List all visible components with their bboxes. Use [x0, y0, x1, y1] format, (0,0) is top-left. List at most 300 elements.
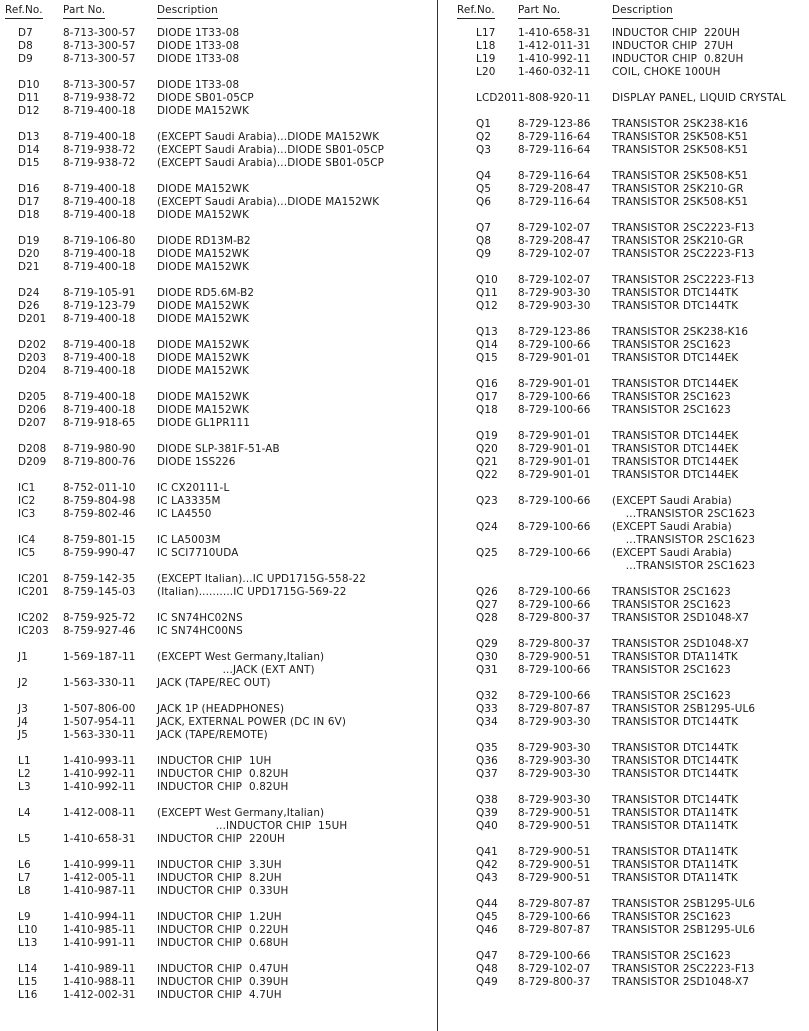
part-row	[440, 495, 809, 521]
ref-no: J5	[18, 729, 28, 741]
part-no: 8-759-142-35	[63, 573, 136, 585]
part-no: 8-719-918-65	[63, 417, 136, 429]
description: TRANSISTOR DTA114TK	[612, 846, 738, 858]
part-no: 8-729-901-01	[518, 443, 591, 455]
part-row	[440, 963, 809, 976]
part-no: 8-759-925-72	[63, 612, 136, 624]
part-row	[0, 404, 436, 417]
description: JACK (TAPE/REC OUT)	[157, 677, 271, 689]
column-headers	[0, 4, 436, 20]
part-no: 8-729-100-66	[518, 521, 591, 533]
part-row	[0, 963, 436, 976]
part-no: 1-563-330-11	[63, 677, 136, 689]
part-no: 1-460-032-11	[518, 66, 591, 78]
ref-no: Q40	[476, 820, 498, 832]
part-row	[0, 157, 436, 170]
ref-no: Q22	[476, 469, 498, 481]
ref-no: D18	[18, 209, 40, 221]
description: DIODE SLP-381F-51-AB	[157, 443, 280, 455]
part-group	[440, 27, 809, 79]
part-no: 1-410-992-11	[63, 768, 136, 780]
description: (EXCEPT Italian)...IC UPD1715G-558-22	[157, 573, 367, 585]
ref-no: L18	[476, 40, 496, 52]
part-no: 8-729-901-01	[518, 430, 591, 442]
description: (EXCEPT Saudi Arabia)	[612, 495, 732, 507]
part-no: 8-719-400-18	[63, 209, 136, 221]
ref-no: L14	[18, 963, 38, 975]
description: (Italian)..........IC UPD1715G-569-22	[157, 586, 347, 598]
description: TRANSISTOR 2SC2223-F13	[612, 222, 755, 234]
part-no: 1-507-954-11	[63, 716, 136, 728]
ref-no: IC3	[18, 508, 36, 520]
ref-no: Q8	[476, 235, 492, 247]
description: (EXCEPT Saudi Arabia)...DIODE SB01-05CP	[157, 157, 385, 169]
ref-no: J1	[18, 651, 28, 663]
part-no: 8-729-100-66	[518, 911, 591, 923]
part-row	[440, 469, 809, 482]
ref-no: D19	[18, 235, 40, 247]
part-group	[0, 27, 436, 66]
part-group	[0, 183, 436, 222]
part-no: 8-729-102-07	[518, 222, 591, 234]
ref-no: Q26	[476, 586, 498, 598]
part-no: 1-410-999-11	[63, 859, 136, 871]
ref-no: Q43	[476, 872, 498, 884]
description: IC CX20111-L	[157, 482, 230, 494]
part-row	[0, 833, 436, 846]
ref-no: LCD201	[476, 92, 518, 104]
part-no: 8-759-801-15	[63, 534, 136, 546]
ref-no: Q20	[476, 443, 498, 455]
part-row	[440, 92, 809, 105]
part-row	[0, 677, 436, 690]
header-ref-no: Ref.No.	[457, 4, 495, 19]
description-continuation: ...TRANSISTOR 2SC1623	[612, 534, 756, 546]
description: TRANSISTOR 2SK210-GR	[612, 235, 744, 247]
part-row	[440, 235, 809, 248]
ref-no: Q36	[476, 755, 498, 767]
part-row	[440, 131, 809, 144]
part-no: 1-412-011-31	[518, 40, 591, 52]
ref-no: L15	[18, 976, 38, 988]
ref-no: L5	[18, 833, 31, 845]
part-group	[0, 391, 436, 430]
part-no: 8-719-123-79	[63, 300, 136, 312]
description: TRANSISTOR DTC144TK	[612, 742, 739, 754]
part-no: 8-719-106-80	[63, 235, 136, 247]
part-group	[0, 534, 436, 560]
description: TRANSISTOR 2SC1623	[612, 690, 731, 702]
ref-no: Q18	[476, 404, 498, 416]
description: INDUCTOR CHIP 0.82UH	[612, 53, 744, 65]
part-row	[0, 625, 436, 638]
ref-no: Q21	[476, 456, 498, 468]
header-part-no: Part No.	[63, 4, 105, 19]
part-row	[440, 950, 809, 963]
ref-no: J2	[18, 677, 28, 689]
part-row	[0, 495, 436, 508]
part-group	[0, 963, 436, 1002]
ref-no: D15	[18, 157, 40, 169]
description-continuation: ...TRANSISTOR 2SC1623	[612, 508, 756, 520]
part-row	[0, 586, 436, 599]
ref-no: D203	[18, 352, 47, 364]
part-group	[0, 339, 436, 378]
ref-no: Q16	[476, 378, 498, 390]
ref-no: Q29	[476, 638, 498, 650]
description: TRANSISTOR 2SD1048-X7	[612, 612, 750, 624]
part-no: 1-410-994-11	[63, 911, 136, 923]
description: DIODE RD5.6M-B2	[157, 287, 255, 299]
description: (EXCEPT Saudi Arabia)...DIODE MA152WK	[157, 131, 380, 143]
part-no: 8-729-116-64	[518, 131, 591, 143]
part-no: 1-410-985-11	[63, 924, 136, 936]
description: DIODE MA152WK	[157, 248, 250, 260]
description: TRANSISTOR DTA114TK	[612, 807, 738, 819]
part-row	[440, 40, 809, 53]
part-row	[440, 27, 809, 40]
part-no: 8-719-400-18	[63, 391, 136, 403]
description: TRANSISTOR DTC144EK	[612, 378, 739, 390]
description: TRANSISTOR 2SC1623	[612, 404, 731, 416]
ref-no: L10	[18, 924, 38, 936]
description: TRANSISTOR DTC144TK	[612, 755, 739, 767]
ref-no: Q47	[476, 950, 498, 962]
description: TRANSISTOR DTC144TK	[612, 287, 739, 299]
description: TRANSISTOR 2SD1048-X7	[612, 638, 750, 650]
part-row	[0, 53, 436, 66]
part-no: 1-410-658-31	[518, 27, 591, 39]
part-row	[0, 209, 436, 222]
part-row	[0, 534, 436, 547]
description: DIODE 1SS226	[157, 456, 236, 468]
column-headers	[440, 4, 809, 20]
part-no: 8-752-011-10	[63, 482, 136, 494]
part-row	[0, 92, 436, 105]
description: DIODE MA152WK	[157, 365, 250, 377]
part-no: 8-729-903-30	[518, 287, 591, 299]
ref-no: D11	[18, 92, 40, 104]
parts-rows	[0, 27, 436, 1015]
ref-no: L20	[476, 66, 496, 78]
description: DISPLAY PANEL, LIQUID CRYSTAL	[612, 92, 786, 104]
part-row	[440, 898, 809, 911]
part-no: 8-729-100-66	[518, 690, 591, 702]
description: (EXCEPT Saudi Arabia)	[612, 547, 732, 559]
part-no: 8-719-400-18	[63, 365, 136, 377]
part-row	[440, 274, 809, 287]
part-no: 8-719-400-18	[63, 352, 136, 364]
description: JACK, EXTERNAL POWER (DC IN 6V)	[157, 716, 347, 728]
part-row	[0, 105, 436, 118]
part-no: 8-719-980-90	[63, 443, 136, 455]
part-row	[440, 664, 809, 677]
description: DIODE 1T33-08	[157, 79, 240, 91]
description: TRANSISTOR DTC144EK	[612, 430, 739, 442]
ref-no: D9	[18, 53, 33, 65]
description: IC SCI7710UDA	[157, 547, 239, 559]
part-no: 8-719-938-72	[63, 144, 136, 156]
description: (EXCEPT West Germany,Italian)	[157, 807, 325, 819]
description: TRANSISTOR 2SC2223-F13	[612, 248, 755, 260]
ref-no: D21	[18, 261, 40, 273]
part-row	[440, 924, 809, 937]
ref-no: L1	[18, 755, 31, 767]
part-no: 1-410-992-11	[518, 53, 591, 65]
description: TRANSISTOR 2SD1048-X7	[612, 976, 750, 988]
ref-no: L8	[18, 885, 31, 897]
part-row	[0, 976, 436, 989]
part-no: 1-410-989-11	[63, 963, 136, 975]
description: INDUCTOR CHIP 0.82UH	[157, 781, 289, 793]
ref-no: Q49	[476, 976, 498, 988]
description: TRANSISTOR 2SB1295-UL6	[612, 898, 756, 910]
ref-no: Q27	[476, 599, 498, 611]
ref-no: IC201	[18, 586, 49, 598]
description: DIODE MA152WK	[157, 300, 250, 312]
part-row	[0, 651, 436, 677]
part-no: 1-569-187-11	[63, 651, 136, 663]
part-row	[440, 183, 809, 196]
description: TRANSISTOR DTA114TK	[612, 820, 738, 832]
part-no: 1-410-987-11	[63, 885, 136, 897]
part-row	[440, 456, 809, 469]
ref-no: D12	[18, 105, 40, 117]
description: IC SN74HC00NS	[157, 625, 243, 637]
ref-no: D205	[18, 391, 47, 403]
description: TRANSISTOR DTC144TK	[612, 768, 739, 780]
part-row	[440, 378, 809, 391]
description: TRANSISTOR DTC144EK	[612, 469, 739, 481]
part-row	[440, 703, 809, 716]
ref-no: Q10	[476, 274, 498, 286]
part-no: 1-410-988-11	[63, 976, 136, 988]
part-row	[0, 391, 436, 404]
part-row	[0, 417, 436, 430]
part-row	[0, 872, 436, 885]
description: JACK 1P (HEADPHONES)	[157, 703, 285, 715]
ref-no: Q44	[476, 898, 498, 910]
description: DIODE MA152WK	[157, 313, 250, 325]
ref-no: D10	[18, 79, 40, 91]
part-group	[440, 495, 809, 573]
part-row	[440, 599, 809, 612]
part-no: 8-713-300-57	[63, 27, 136, 39]
part-row	[440, 248, 809, 261]
description: DIODE MA152WK	[157, 261, 250, 273]
part-no: 8-729-807-87	[518, 924, 591, 936]
part-row	[0, 131, 436, 144]
part-row	[440, 326, 809, 339]
part-row	[440, 651, 809, 664]
ref-no: D202	[18, 339, 47, 351]
part-row	[440, 846, 809, 859]
parts-rows	[440, 27, 809, 1002]
ref-no: L2	[18, 768, 31, 780]
part-row	[0, 261, 436, 274]
part-group	[440, 170, 809, 209]
part-row	[0, 287, 436, 300]
part-no: 8-729-123-86	[518, 326, 591, 338]
part-row	[440, 794, 809, 807]
part-row	[440, 443, 809, 456]
description: TRANSISTOR 2SC1623	[612, 599, 731, 611]
part-row	[440, 586, 809, 599]
part-no: 1-412-005-11	[63, 872, 136, 884]
description: DIODE MA152WK	[157, 339, 250, 351]
ref-no: Q4	[476, 170, 492, 182]
ref-no: D14	[18, 144, 40, 156]
part-row	[0, 807, 436, 833]
part-group	[0, 612, 436, 638]
description: (EXCEPT West Germany,Italian)	[157, 651, 325, 663]
part-row	[440, 742, 809, 755]
description: TRANSISTOR 2SC1623	[612, 911, 731, 923]
part-no: 8-729-901-01	[518, 378, 591, 390]
description: DIODE MA152WK	[157, 404, 250, 416]
part-group	[0, 482, 436, 521]
part-no: 8-729-800-37	[518, 638, 591, 650]
part-row	[0, 183, 436, 196]
part-row	[440, 196, 809, 209]
part-no: 8-729-900-51	[518, 846, 591, 858]
part-no: 8-759-145-03	[63, 586, 136, 598]
ref-no: Q45	[476, 911, 498, 923]
part-group	[0, 755, 436, 794]
part-row	[0, 482, 436, 495]
ref-no: D206	[18, 404, 47, 416]
description: TRANSISTOR 2SB1295-UL6	[612, 924, 756, 936]
part-row	[440, 820, 809, 833]
ref-no: Q48	[476, 963, 498, 975]
part-group	[0, 807, 436, 846]
description: DIODE RD13M-B2	[157, 235, 251, 247]
description: DIODE 1T33-08	[157, 27, 240, 39]
ref-no: D16	[18, 183, 40, 195]
part-row	[440, 391, 809, 404]
part-no: 1-410-658-31	[63, 833, 136, 845]
description: INDUCTOR CHIP 8.2UH	[157, 872, 282, 884]
description: DIODE MA152WK	[157, 391, 250, 403]
description: TRANSISTOR 2SK238-K16	[612, 326, 749, 338]
part-no: 1-410-993-11	[63, 755, 136, 767]
ref-no: Q25	[476, 547, 498, 559]
part-row	[440, 430, 809, 443]
ref-no: Q13	[476, 326, 498, 338]
description: IC LA4550	[157, 508, 212, 520]
ref-no: Q42	[476, 859, 498, 871]
part-no: 8-729-100-66	[518, 599, 591, 611]
part-no: 8-729-903-30	[518, 300, 591, 312]
part-no: 8-729-208-47	[518, 235, 591, 247]
part-no: 8-729-807-87	[518, 898, 591, 910]
part-group	[440, 274, 809, 313]
description: (EXCEPT Saudi Arabia)...DIODE SB01-05CP	[157, 144, 385, 156]
description: DIODE 1T33-08	[157, 40, 240, 52]
part-row	[0, 911, 436, 924]
part-row	[440, 170, 809, 183]
part-no: 8-719-400-18	[63, 339, 136, 351]
ref-no: IC203	[18, 625, 49, 637]
description: INDUCTOR CHIP 0.82UH	[157, 768, 289, 780]
part-row	[440, 859, 809, 872]
part-group	[0, 131, 436, 170]
description: INDUCTOR CHIP 27UH	[612, 40, 734, 52]
part-row	[0, 144, 436, 157]
description: TRANSISTOR 2SB1295-UL6	[612, 703, 756, 715]
part-no: 8-729-900-51	[518, 651, 591, 663]
part-no: 8-719-800-76	[63, 456, 136, 468]
part-row	[0, 781, 436, 794]
description: TRANSISTOR DTA114TK	[612, 872, 738, 884]
ref-no: L16	[18, 989, 38, 1001]
description: TRANSISTOR 2SC1623	[612, 391, 731, 403]
description: TRANSISTOR DTC144EK	[612, 443, 739, 455]
ref-no: Q1	[476, 118, 492, 130]
description-continuation: ...INDUCTOR CHIP 15UH	[157, 820, 348, 832]
part-no: 8-729-800-37	[518, 976, 591, 988]
ref-no: L13	[18, 937, 38, 949]
ref-no: IC5	[18, 547, 36, 559]
part-row	[0, 859, 436, 872]
description-continuation: ...JACK (EXT ANT)	[157, 664, 315, 676]
part-row	[440, 53, 809, 66]
part-row	[0, 40, 436, 53]
part-row	[440, 755, 809, 768]
part-no: 8-729-903-30	[518, 755, 591, 767]
part-row	[0, 729, 436, 742]
part-no: 8-713-300-57	[63, 40, 136, 52]
ref-no: Q3	[476, 144, 492, 156]
description: INDUCTOR CHIP 4.7UH	[157, 989, 282, 1001]
part-no: 8-719-400-18	[63, 313, 136, 325]
part-group	[440, 898, 809, 937]
part-no: 8-719-400-18	[63, 261, 136, 273]
part-row	[440, 716, 809, 729]
part-row	[440, 872, 809, 885]
ref-no: Q24	[476, 521, 498, 533]
header-part-no: Part No.	[518, 4, 560, 19]
part-group	[440, 638, 809, 677]
description: TRANSISTOR DTC144TK	[612, 794, 739, 806]
ref-no: Q12	[476, 300, 498, 312]
part-group	[440, 92, 809, 105]
ref-no: D201	[18, 313, 47, 325]
ref-no: Q19	[476, 430, 498, 442]
part-no: 8-719-400-18	[63, 183, 136, 195]
part-group	[0, 443, 436, 469]
description: INDUCTOR CHIP 0.68UH	[157, 937, 289, 949]
ref-no: Q9	[476, 248, 492, 260]
description: TRANSISTOR 2SK508-K51	[612, 196, 749, 208]
column-divider	[437, 0, 438, 1031]
part-no: 8-729-900-51	[518, 820, 591, 832]
part-row	[0, 703, 436, 716]
ref-no: Q5	[476, 183, 492, 195]
part-no: 8-729-100-66	[518, 664, 591, 676]
ref-no: D8	[18, 40, 33, 52]
part-no: 8-729-900-51	[518, 859, 591, 871]
ref-no: Q14	[476, 339, 498, 351]
description: TRANSISTOR DTC144TK	[612, 716, 739, 728]
part-no: 8-729-100-66	[518, 495, 591, 507]
part-row	[440, 144, 809, 157]
part-row	[0, 313, 436, 326]
part-row	[440, 521, 809, 547]
part-row	[440, 768, 809, 781]
ref-no: Q28	[476, 612, 498, 624]
part-row	[0, 508, 436, 521]
